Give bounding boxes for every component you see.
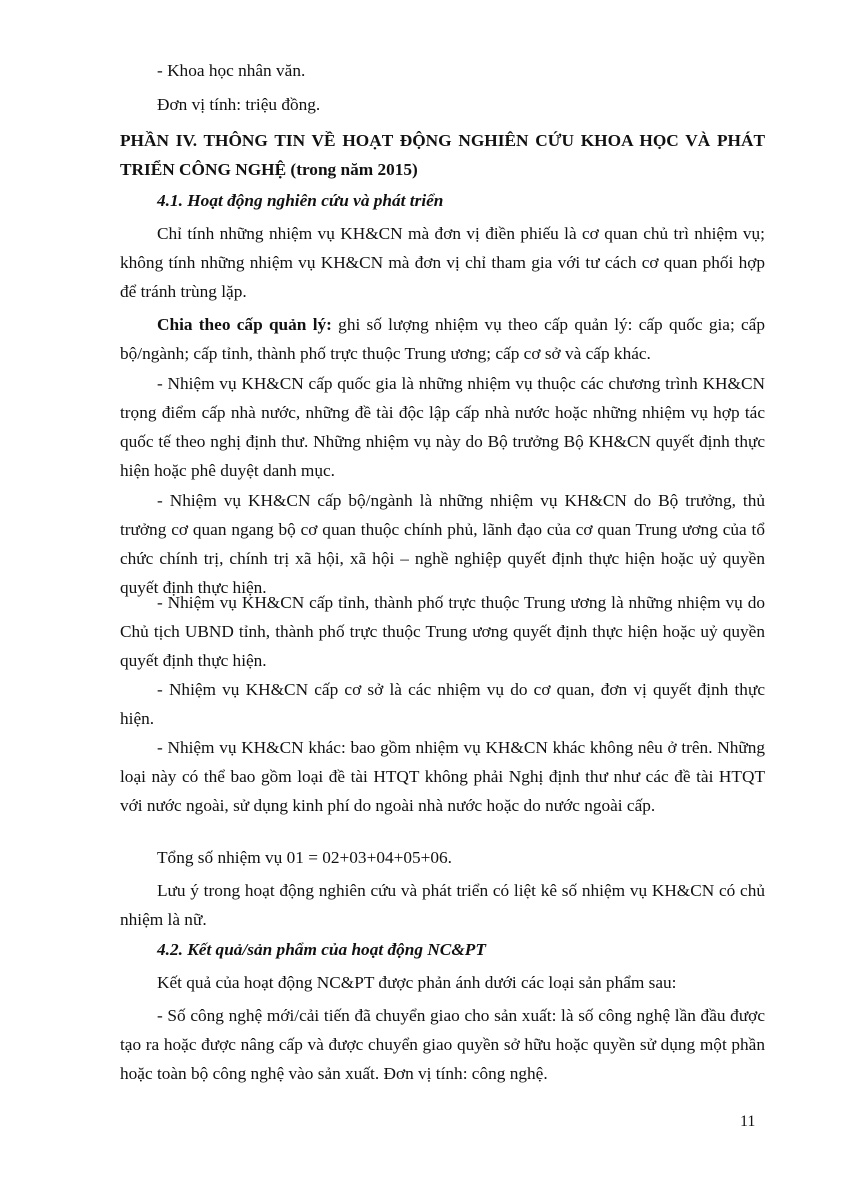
paragraph-national: - Nhiệm vụ KH&CN cấp quốc gia là những nhiệm vụ thuộc các chương trình KH&CN trọng điểm cấp nhà nước, những đề tài độc lập cấp nhà nước hoặc những nhiệm vụ hợp tác quốc tế theo nghị định thư. Những nhiệm vụ này do Bộ trưởng Bộ KH&CN quyết định thực hiện hoặc phê duyệt danh mục. <box>120 374 765 480</box>
line-unit: Đơn vị tính: triệu đồng. <box>157 95 321 114</box>
management-level-label: Chia theo cấp quản lý: <box>157 315 332 334</box>
paragraph-note: Lưu ý trong hoạt động nghiên cứu và phát triển có liệt kê số nhiệm vụ KH&CN có chủ nhiệm là nữ. <box>120 881 765 929</box>
paragraph-base: - Nhiệm vụ KH&CN cấp cơ sở là các nhiệm vụ do cơ quan, đơn vị quyết định thực hiện. <box>120 680 765 728</box>
paragraph-ministry: - Nhiệm vụ KH&CN cấp bộ/ngành là những nhiệm vụ KH&CN do Bộ trưởng, thủ trưởng cơ quan ngang bộ cơ quan thuộc chính phủ, lãnh đạo của cơ quan Trung ương của tổ chức chính trị, chính trị xã hội, xã hội – nghề nghiệp quyết định thực hiện hoặc uỷ quyền quyết định thực hiện. <box>120 491 765 597</box>
subheading-4-1: 4.1. Hoạt động nghiên cứu và phát triển <box>157 191 444 210</box>
page-number: 11 <box>740 1113 756 1130</box>
paragraph-technology: - Số công nghệ mới/cải tiến đã chuyển giao cho sản xuất: là số công nghệ lần đầu được tạo ra hoặc được nâng cấp và được chuyển giao quyền sở hữu hoặc quyền sử dụng một phần hoặc toàn bộ công nghệ vào sản xuất. Đơn vị tính: công nghệ. <box>120 1006 765 1083</box>
line-humanities: - Khoa học nhân văn. <box>157 61 306 80</box>
paragraph-management-level <box>120 310 765 368</box>
paragraph-results: Kết quả của hoạt động NC&PT được phản ánh dưới các loại sản phẩm sau: <box>157 973 677 992</box>
subheading-4-2: 4.2. Kết quả/sản phẩm của hoạt động NC&PT <box>157 940 486 959</box>
paragraph-other: - Nhiệm vụ KH&CN khác: bao gồm nhiệm vụ KH&CN khác không nêu ở trên. Những loại này có thể bao gồm loại đề tài HTQT không phải Nghị định thư như các đề tài HTQT với nước ngoài, sử dụng kinh phí do ngoài nhà nước hoặc do nước ngoài cấp. <box>120 738 765 815</box>
paragraph-scope: Chỉ tính những nhiệm vụ KH&CN mà đơn vị điền phiếu là cơ quan chủ trì nhiệm vụ; không tính những nhiệm vụ KH&CN mà đơn vị chỉ tham gia với tư cách cơ quan phối hợp để tránh trùng lặp. <box>120 224 765 301</box>
section-title: PHẦN IV. THÔNG TIN VỀ HOẠT ĐỘNG NGHIÊN CỨU KHOA HỌC VÀ PHÁT TRIỂN CÔNG NGHỆ (trong năm 2015) <box>120 131 765 179</box>
paragraph-total: Tổng số nhiệm vụ 01 = 02+03+04+05+06. <box>157 848 452 867</box>
paragraph-province: - Nhiệm vụ KH&CN cấp tỉnh, thành phố trực thuộc Trung ương là những nhiệm vụ do Chủ tịch UBND tỉnh, thành phố trực thuộc Trung ương quyết định thực hiện hoặc uỷ quyền quyết định thực hiện. <box>120 593 765 670</box>
management-level-text: ghi số lượng nhiệm vụ theo cấp quản lý: cấp quốc gia; cấp bộ/ngành; cấp tỉnh, thành phố trực thuộc Trung ương; cấp cơ sở và cấp khác. <box>120 315 765 363</box>
